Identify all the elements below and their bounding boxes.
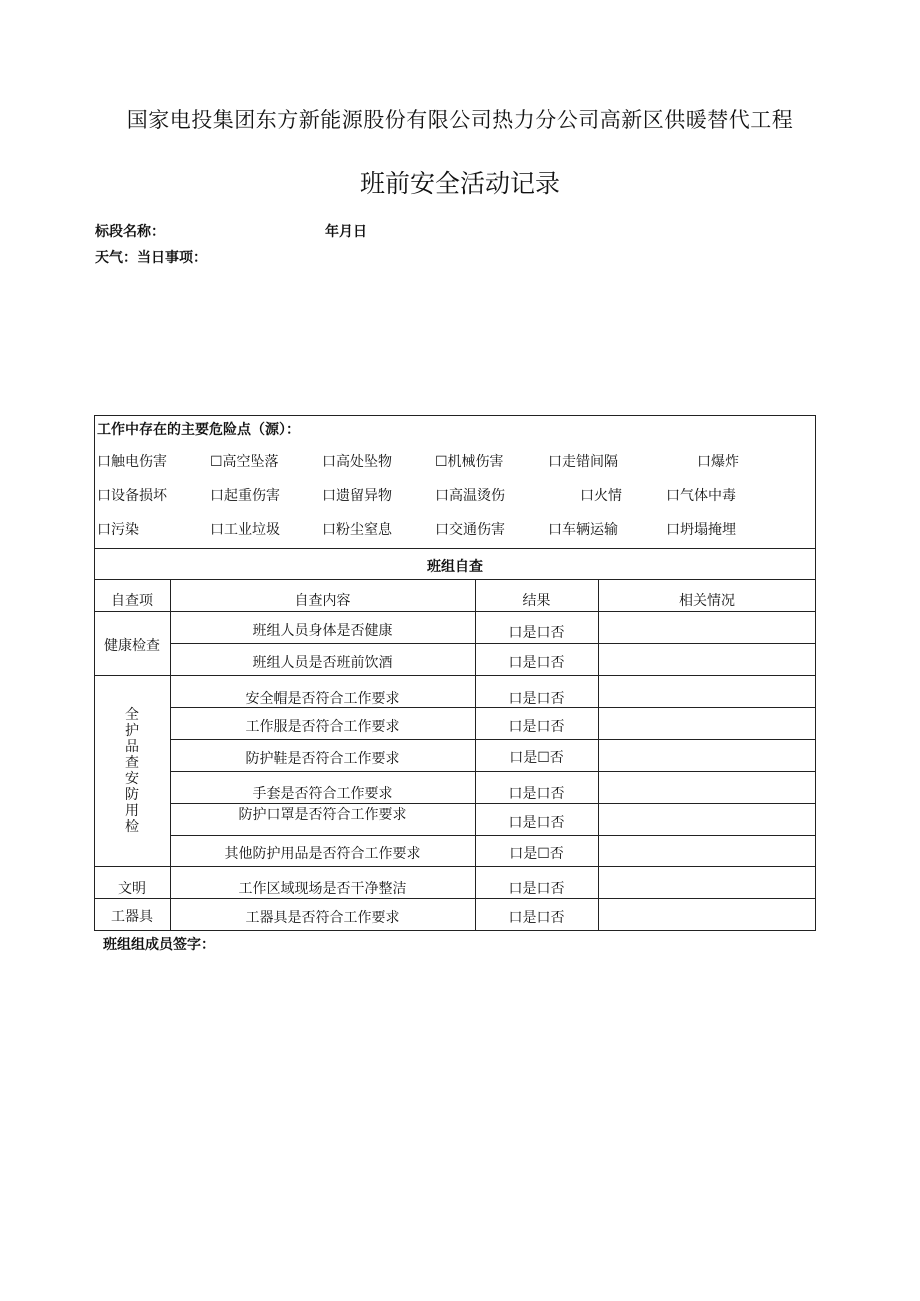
table-divider: [170, 771, 816, 772]
row-category: 健康检查: [104, 638, 160, 654]
hazard-checkbox[interactable]: 口设备损坏: [97, 488, 167, 504]
check-result[interactable]: 口是口否: [508, 881, 565, 897]
check-content: 工作区域现场是否干净整洁: [238, 881, 407, 897]
column-header: 自查项: [111, 593, 153, 609]
hazard-checkbox[interactable]: 口坍塌掩埋: [666, 522, 736, 538]
table-divider: [94, 866, 816, 867]
table-divider: [94, 675, 816, 676]
check-result[interactable]: 口是口否: [508, 815, 565, 831]
check-result[interactable]: 口是口否: [508, 910, 565, 926]
column-header: 结果: [522, 593, 551, 609]
check-content: 班组人员是否班前饮酒: [252, 655, 393, 671]
date-label: 年月日: [325, 224, 367, 240]
ppe-label-char: 查: [125, 755, 139, 771]
check-content: 防护鞋是否符合工作要求: [245, 751, 400, 767]
ppe-label-char: 品: [125, 739, 139, 755]
hazard-checkbox[interactable]: 口触电伤害: [97, 454, 167, 470]
check-content: 工作服是否符合工作要求: [245, 719, 400, 735]
document-title: 班前安全活动记录: [359, 169, 560, 198]
ppe-label-char: 全: [125, 707, 139, 723]
column-header: 自查内容: [294, 593, 351, 609]
hazard-checkbox[interactable]: 口车辆运输: [548, 522, 618, 538]
hazard-checkbox[interactable]: 口高处坠物: [322, 454, 392, 470]
group-check-title: 班组自查: [427, 559, 483, 575]
table-divider: [170, 835, 816, 836]
hazard-checkbox[interactable]: 口起重伤害: [210, 488, 280, 504]
hazard-checkbox[interactable]: 口火情: [580, 488, 622, 504]
table-divider: [170, 739, 816, 740]
hazard-checkbox[interactable]: 口爆炸: [697, 454, 739, 470]
hazard-section-title: 工作中存在的主要危险点（源）：: [97, 422, 300, 438]
check-result[interactable]: 口是口否: [508, 719, 565, 735]
check-result[interactable]: 口是口否: [508, 655, 565, 671]
section-name-label: 标段名称：: [95, 224, 165, 240]
table-divider: [94, 898, 816, 899]
ppe-label-char: 检: [125, 819, 139, 835]
hazard-checkbox[interactable]: 口遗留异物: [322, 488, 392, 504]
hazard-checkbox[interactable]: 口高温烫伤: [435, 488, 505, 504]
row-category: 工器具: [111, 909, 153, 925]
row-category: 文明: [118, 881, 146, 897]
check-content: 其他防护用品是否符合工作要求: [224, 846, 421, 862]
table-divider: [94, 579, 816, 580]
check-result[interactable]: 口是☐否: [509, 750, 564, 766]
hazard-checkbox[interactable]: ☐机械伤害: [435, 454, 504, 470]
hazard-checkbox[interactable]: 口污染: [97, 522, 139, 538]
hazard-checkbox[interactable]: 口交通伤害: [435, 522, 505, 538]
ppe-label-char: 防: [125, 787, 139, 803]
check-result[interactable]: 口是☐否: [509, 846, 564, 862]
column-header: 相关情况: [679, 593, 735, 609]
table-divider: [170, 643, 816, 644]
hazard-checkbox[interactable]: 口走错间隔: [548, 454, 618, 470]
ppe-label-char: 用: [125, 803, 139, 819]
organization-title: 国家电投集团东方新能源股份有限公司热力分公司高新区供暖替代工程: [126, 108, 794, 132]
check-result[interactable]: 口是口否: [508, 786, 565, 802]
hazard-checkbox[interactable]: ☐高空坠落: [210, 454, 279, 470]
check-content: 安全帽是否符合工作要求: [245, 691, 400, 707]
check-content: 防护口罩是否符合工作要求: [238, 807, 407, 823]
hazard-checkbox[interactable]: 口气体中毒: [666, 488, 736, 504]
check-result[interactable]: 口是口否: [508, 625, 565, 641]
ppe-label-char: 安: [125, 771, 139, 787]
table-divider: [94, 611, 816, 612]
weather-label: 天气：当日事项：: [95, 250, 207, 266]
hazard-checkbox[interactable]: 口粉尘窒息: [322, 522, 392, 538]
ppe-label-char: 护: [125, 723, 139, 739]
check-content: 班组人员身体是否健康: [252, 623, 393, 639]
table-divider: [94, 548, 816, 549]
check-content: 手套是否符合工作要求: [252, 786, 393, 802]
table-column-divider: [598, 579, 599, 930]
check-result[interactable]: 口是口否: [508, 691, 565, 707]
check-content: 工器具是否符合工作要求: [245, 910, 400, 926]
signature-label: 班组组成员签字：: [103, 937, 215, 953]
hazard-checkbox[interactable]: 口工业垃圾: [210, 522, 280, 538]
